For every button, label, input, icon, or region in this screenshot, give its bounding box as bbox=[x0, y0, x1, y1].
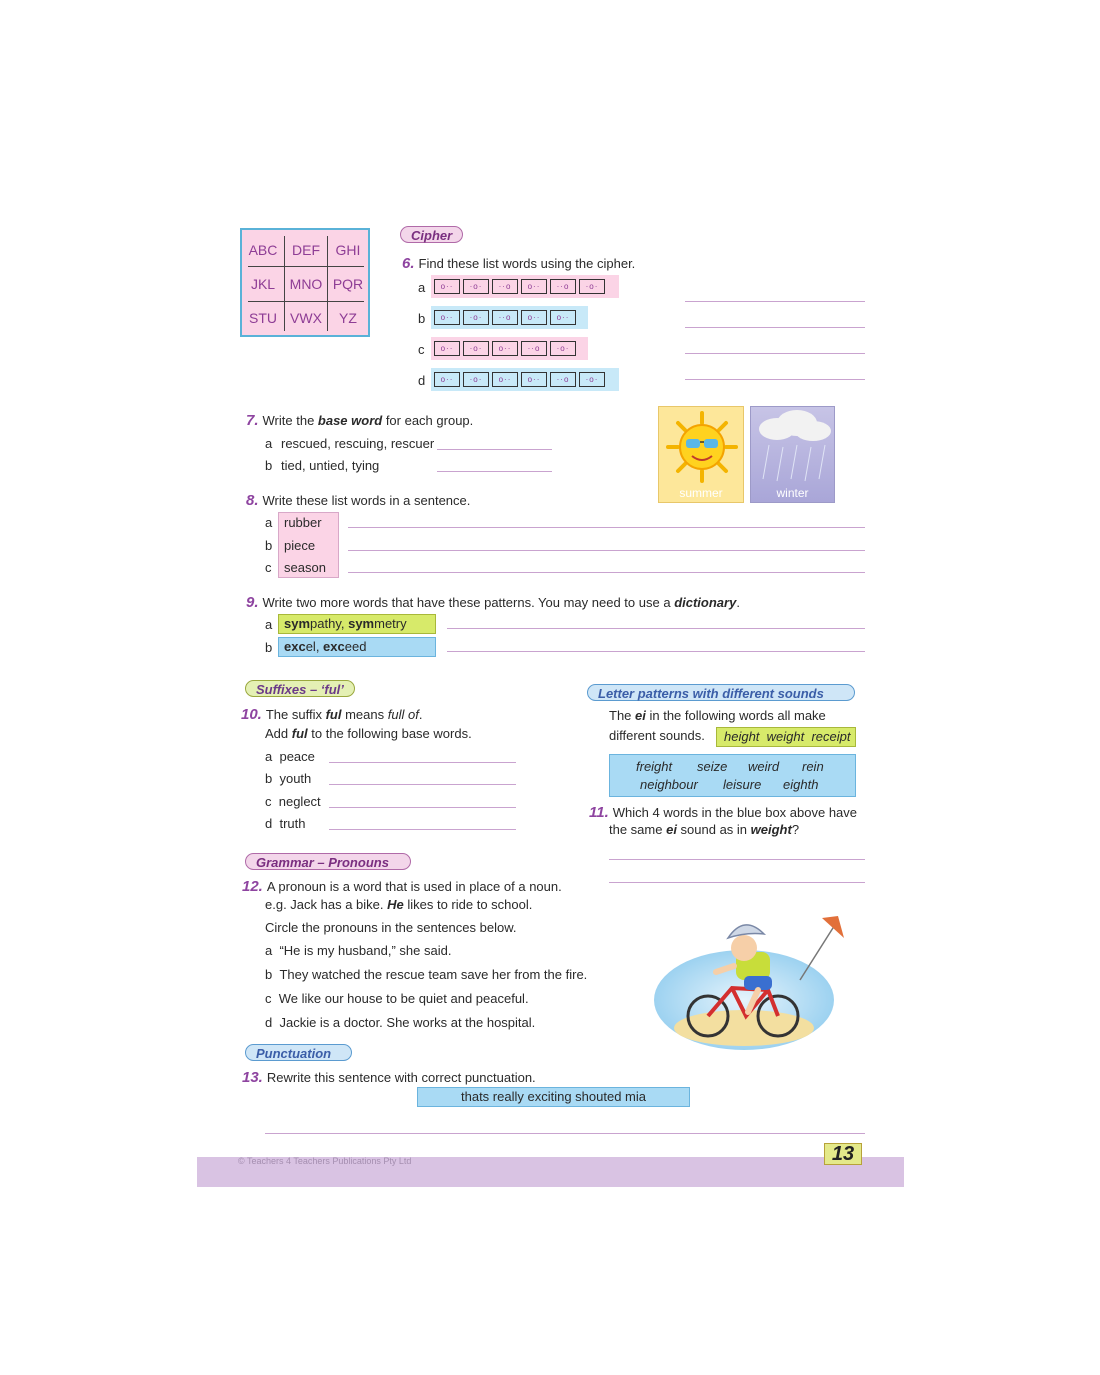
base-word bbox=[265, 794, 321, 809]
summer-image bbox=[658, 406, 744, 503]
question-7 bbox=[246, 412, 473, 429]
question-text: . bbox=[418, 707, 423, 722]
answer-line[interactable] bbox=[329, 784, 516, 785]
cipher-symbol: ·o· bbox=[579, 279, 605, 294]
item-label: b bbox=[265, 967, 273, 982]
cipher-code-row bbox=[431, 337, 588, 360]
image-caption: summer bbox=[679, 486, 723, 500]
answer-line[interactable] bbox=[609, 859, 865, 860]
question-number: 12. bbox=[242, 878, 263, 895]
section-heading-suffixes: Suffixes – ‘ful’ bbox=[245, 680, 355, 697]
pattern-rest: eed bbox=[344, 639, 367, 654]
question-text: The suffix bbox=[265, 707, 326, 722]
question-10 bbox=[241, 706, 422, 723]
sun-icon bbox=[659, 407, 745, 487]
question-8 bbox=[246, 492, 470, 509]
answer-line[interactable] bbox=[329, 762, 516, 763]
list-word: piece bbox=[284, 538, 316, 553]
sentence-item bbox=[265, 943, 451, 958]
pattern-rest: metry bbox=[374, 616, 407, 631]
answer-line[interactable] bbox=[437, 449, 552, 450]
item-label: d bbox=[265, 816, 273, 831]
question-text: Write the bbox=[262, 413, 318, 428]
answer-line[interactable] bbox=[348, 527, 865, 528]
answer-line[interactable] bbox=[437, 471, 552, 472]
question-number: 7. bbox=[246, 412, 259, 429]
cipher-cell: JKL bbox=[250, 276, 276, 292]
answer-line[interactable] bbox=[348, 572, 865, 573]
page-number: 13 bbox=[824, 1143, 862, 1165]
question-11 bbox=[589, 804, 857, 821]
question-emphasis: dictionary bbox=[674, 595, 737, 610]
item-label: a bbox=[265, 436, 273, 451]
item-label: c bbox=[265, 794, 272, 809]
item-text: neglect bbox=[278, 794, 321, 809]
item-label: b bbox=[418, 311, 426, 326]
cipher-symbol: o·· bbox=[550, 310, 576, 325]
answer-line[interactable] bbox=[447, 651, 865, 652]
question-12-example bbox=[265, 897, 532, 912]
cipher-symbol: o·· bbox=[521, 372, 547, 387]
cyclist-illustration bbox=[650, 908, 850, 1053]
rain-cloud-icon bbox=[751, 407, 836, 487]
item-label: a bbox=[265, 943, 273, 958]
ei-intro-line1 bbox=[609, 708, 826, 723]
ei-word: weird bbox=[748, 759, 780, 774]
cipher-symbol: ·o· bbox=[550, 341, 576, 356]
item-label: a bbox=[418, 280, 426, 295]
item-label: a bbox=[265, 749, 273, 764]
question-text: Write two more words that have these patterns. You may need to use a bbox=[262, 595, 675, 610]
item-text[interactable]: They watched the rescue team save her from the fire. bbox=[279, 967, 588, 982]
cipher-code-row bbox=[431, 306, 588, 329]
cipher-symbol: o·· bbox=[492, 372, 518, 387]
item-text[interactable]: We like our house to be quiet and peaceful. bbox=[278, 991, 529, 1006]
item-label: b bbox=[265, 771, 273, 786]
image-caption: winter bbox=[776, 486, 809, 500]
question-emphasis: ful bbox=[325, 707, 342, 722]
sentence-item bbox=[265, 1015, 535, 1030]
cipher-symbol: ··o bbox=[550, 372, 576, 387]
pattern-rest: el, bbox=[305, 639, 324, 654]
cipher-symbol: o·· bbox=[434, 372, 460, 387]
example-text: e.g. Jack has a bike. bbox=[265, 897, 388, 912]
question-number: 13. bbox=[242, 1069, 263, 1086]
cipher-symbol: ·o· bbox=[463, 279, 489, 294]
answer-line[interactable] bbox=[685, 379, 865, 380]
question-9 bbox=[246, 594, 740, 611]
bicycle-rider-icon bbox=[650, 908, 850, 1053]
question-number: 9. bbox=[246, 594, 259, 611]
cipher-cell: VWX bbox=[290, 310, 322, 326]
cipher-symbol: o·· bbox=[521, 310, 547, 325]
question-emphasis: base word bbox=[317, 413, 383, 428]
item-text: tied, untied, tying bbox=[281, 458, 380, 473]
section-heading-punctuation: Punctuation bbox=[245, 1044, 352, 1061]
answer-line[interactable] bbox=[447, 628, 865, 629]
question-number: 10. bbox=[241, 706, 262, 723]
pattern-part: exc bbox=[323, 639, 345, 654]
pattern-part: sym bbox=[348, 616, 375, 631]
answer-line[interactable] bbox=[265, 1133, 865, 1134]
question-text: Add bbox=[265, 726, 292, 741]
question-text: . bbox=[736, 595, 740, 610]
cipher-symbol: o·· bbox=[434, 279, 460, 294]
answer-line[interactable] bbox=[329, 807, 516, 808]
section-heading-cipher: Cipher bbox=[400, 226, 463, 243]
question-13 bbox=[242, 1069, 536, 1086]
item-text[interactable]: “He is my husband,” she said. bbox=[279, 943, 452, 958]
answer-line[interactable] bbox=[685, 327, 865, 328]
question-emphasis: ful bbox=[291, 726, 308, 741]
ei-example-words: height weight receipt bbox=[716, 727, 856, 747]
section-heading-letter-patterns: Letter patterns with different sounds bbox=[587, 684, 855, 701]
question-emphasis: full of bbox=[387, 707, 419, 722]
pattern-highlight bbox=[278, 637, 436, 657]
question-10-line2 bbox=[265, 726, 472, 741]
item-label: c bbox=[265, 991, 272, 1006]
ei-intro-line2: different sounds. bbox=[609, 728, 705, 743]
cipher-code-row bbox=[431, 275, 619, 298]
pattern-rest: pathy, bbox=[310, 616, 349, 631]
question-text: Find these list words using the cipher. bbox=[418, 256, 636, 271]
pattern-highlight bbox=[278, 614, 436, 634]
intro-emphasis: ei bbox=[635, 708, 646, 723]
base-word bbox=[265, 816, 305, 831]
question-emphasis: ei bbox=[666, 822, 677, 837]
ei-word: freight bbox=[636, 759, 673, 774]
cipher-symbol: ·o· bbox=[463, 310, 489, 325]
cipher-symbol: ·o· bbox=[579, 372, 605, 387]
item-label: a bbox=[265, 617, 273, 632]
question-11-line2 bbox=[609, 822, 799, 837]
item-label: c bbox=[418, 342, 425, 357]
item-text: rescued, rescuing, rescuer bbox=[281, 436, 435, 451]
question-text: the same bbox=[609, 822, 667, 837]
answer-line[interactable] bbox=[348, 550, 865, 551]
answer-line[interactable] bbox=[609, 882, 865, 883]
unpunctuated-sentence: thats really exciting shouted mia bbox=[417, 1087, 690, 1107]
question-number: 8. bbox=[246, 492, 259, 509]
copyright-text: © Teachers 4 Teachers Publications Pty Ltd bbox=[238, 1156, 412, 1166]
cipher-symbol: ··o bbox=[492, 279, 518, 294]
answer-line[interactable] bbox=[329, 829, 516, 830]
cipher-symbol: o·· bbox=[434, 310, 460, 325]
list-word: rubber bbox=[284, 515, 322, 530]
cipher-code-row bbox=[431, 368, 619, 391]
question-text: sound as in bbox=[676, 822, 751, 837]
section-heading-grammar: Grammar – Pronouns bbox=[245, 853, 411, 870]
cipher-cell: PQR bbox=[332, 276, 364, 292]
example-text: likes to ride to school. bbox=[403, 897, 533, 912]
example-emphasis: He bbox=[387, 897, 404, 912]
cipher-cell: ABC bbox=[248, 242, 278, 258]
cipher-symbol: ·o· bbox=[463, 341, 489, 356]
list-word: season bbox=[284, 560, 326, 575]
item-label: a bbox=[265, 515, 273, 530]
question-text: for each group. bbox=[382, 413, 474, 428]
cipher-cell: GHI bbox=[335, 242, 361, 258]
ei-word: neighbour bbox=[640, 777, 698, 792]
cipher-symbol: ·o· bbox=[463, 372, 489, 387]
cipher-cell: YZ bbox=[339, 310, 357, 326]
cipher-cell: MNO bbox=[289, 276, 323, 292]
base-word bbox=[265, 771, 311, 786]
cipher-symbol: o·· bbox=[521, 279, 547, 294]
question-text: Write these list words in a sentence. bbox=[262, 493, 471, 508]
question-text: Rewrite this sentence with correct punctuation. bbox=[266, 1070, 536, 1085]
question-emphasis: weight bbox=[750, 822, 792, 837]
intro-text: in the following words all make bbox=[645, 708, 826, 723]
question-number: 6. bbox=[402, 255, 415, 272]
question-number: 11. bbox=[589, 804, 609, 821]
item-text: youth bbox=[279, 771, 312, 786]
cipher-cell: STU bbox=[249, 310, 277, 326]
cipher-key-grid bbox=[240, 228, 370, 337]
answer-line[interactable] bbox=[685, 353, 865, 354]
cipher-symbol: o·· bbox=[492, 341, 518, 356]
base-word bbox=[265, 749, 315, 764]
pattern-part: sym bbox=[284, 616, 311, 631]
ei-word: leisure bbox=[723, 777, 762, 792]
cipher-symbol: ··o bbox=[521, 341, 547, 356]
item-text[interactable]: Jackie is a doctor. She works at the hospital. bbox=[279, 1015, 536, 1030]
item-label: b bbox=[265, 640, 273, 655]
winter-image bbox=[750, 406, 835, 503]
question-12-instruction: Circle the pronouns in the sentences below. bbox=[265, 920, 517, 935]
ei-word: eighth bbox=[783, 777, 819, 792]
question-text: ? bbox=[791, 822, 800, 837]
ei-word: seize bbox=[697, 759, 728, 774]
item-text: peace bbox=[279, 749, 315, 764]
question-6 bbox=[402, 255, 635, 272]
question-text: to the following base words. bbox=[307, 726, 472, 741]
item-label: c bbox=[265, 560, 272, 575]
answer-line[interactable] bbox=[685, 301, 865, 302]
ei-word: rein bbox=[802, 759, 824, 774]
sentence-item bbox=[265, 967, 587, 982]
question-text: Which 4 words in the blue box above have bbox=[612, 805, 858, 820]
item-label: b bbox=[265, 538, 273, 553]
pattern-part: exc bbox=[284, 639, 306, 654]
question-12 bbox=[242, 878, 562, 895]
cipher-symbol: ··o bbox=[550, 279, 576, 294]
ei-word-box bbox=[609, 754, 856, 797]
question-text: means bbox=[341, 707, 388, 722]
intro-text: The bbox=[609, 708, 636, 723]
item-label: d bbox=[418, 373, 426, 388]
cipher-symbol: ··o bbox=[492, 310, 518, 325]
cipher-symbol: o·· bbox=[434, 341, 460, 356]
item-label: b bbox=[265, 458, 273, 473]
cipher-cell: DEF bbox=[292, 242, 320, 258]
question-text: A pronoun is a word that is used in place of a noun. bbox=[266, 879, 562, 894]
sentence-item bbox=[265, 991, 529, 1006]
item-label: d bbox=[265, 1015, 273, 1030]
item-text: truth bbox=[279, 816, 306, 831]
